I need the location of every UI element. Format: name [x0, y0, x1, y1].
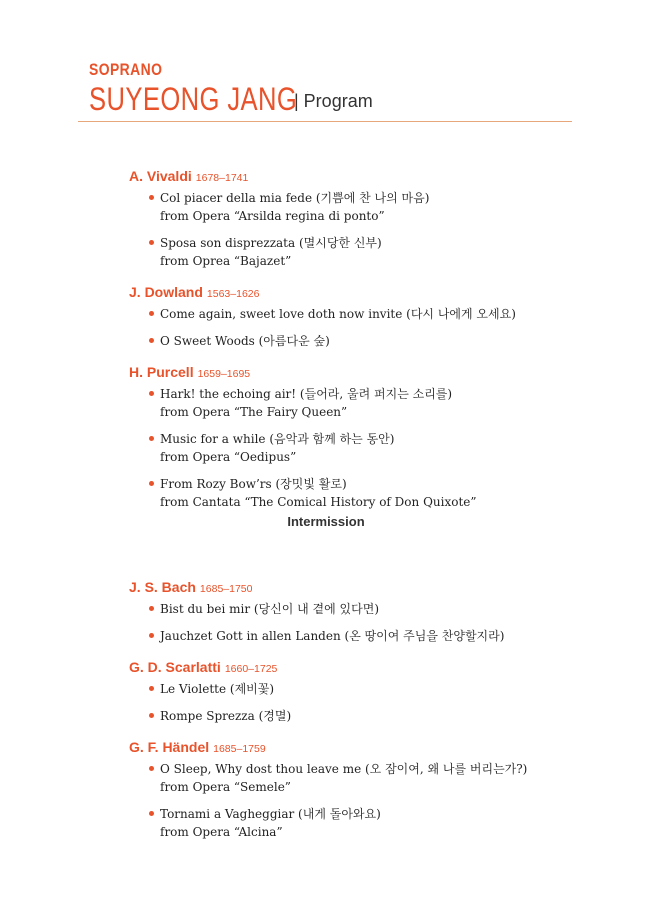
- header-divider: [78, 121, 572, 122]
- composer-group: [129, 362, 589, 511]
- list-item: [129, 805, 589, 841]
- composer-heading: [129, 737, 589, 756]
- program-part-1: [129, 166, 589, 523]
- performer-name: SUYEONG JANG: [89, 81, 298, 117]
- composer-name: J. S. Bach: [129, 579, 196, 595]
- composer-group: [129, 657, 589, 725]
- composer-group: [129, 166, 589, 270]
- list-item: [129, 430, 589, 466]
- composer-group: [129, 737, 589, 841]
- program-label: | Program: [294, 91, 373, 111]
- piece-title: Jauchzet Gott in allen Landen (온 땅이여 주님을 찬양할지라): [160, 629, 505, 643]
- list-item: [129, 600, 589, 618]
- list-item: [129, 760, 589, 796]
- piece-title: Bist du bei mir (당신이 내 곁에 있다면): [160, 602, 380, 616]
- piece-title: Hark! the echoing air! (들어라, 울려 퍼지는 소리를): [160, 387, 453, 401]
- piece-title: Col piacer della mia fede (기쁨에 찬 나의 마음): [160, 191, 430, 205]
- list-item: [129, 385, 589, 421]
- composer-heading: [129, 362, 589, 381]
- performer-role: SOPRANO: [89, 60, 163, 79]
- list-item: [129, 627, 589, 645]
- piece-title: Tornami a Vagheggiar (내게 돌아와요): [160, 807, 381, 821]
- composer-group: [129, 282, 589, 350]
- composer-years: 1660–1725: [224, 663, 278, 675]
- composer-name: G. F. Händel: [129, 739, 210, 755]
- list-item: [129, 680, 589, 698]
- header: [89, 60, 373, 118]
- list-item: [129, 305, 589, 323]
- piece-title: Sposa son disprezzata (멸시당한 신부): [160, 236, 382, 250]
- list-item: [129, 234, 589, 270]
- composer-years: 1563–1626: [206, 288, 260, 300]
- list-item: [129, 475, 589, 511]
- piece-source: from Oprea “Bajazet”: [160, 254, 292, 268]
- composer-years: 1678–1741: [195, 172, 249, 184]
- piece-title: Le Violette (제비꽃): [160, 682, 275, 696]
- composer-heading: [129, 282, 589, 301]
- piece-source: from Opera “Oedipus”: [160, 450, 297, 464]
- piece-source: from Opera “Arsilda regina di ponto”: [160, 209, 385, 223]
- list-item: [129, 189, 589, 225]
- piece-source: from Opera “The Fairy Queen”: [160, 405, 348, 419]
- composer-name: A. Vivaldi: [129, 168, 192, 184]
- piece-title: O Sweet Woods (아름다운 숲): [160, 334, 330, 348]
- list-item: [129, 707, 589, 725]
- composer-heading: [129, 166, 589, 185]
- composer-name: J. Dowland: [129, 284, 203, 300]
- piece-title: From Rozy Bow’rs (장밋빛 활로): [160, 477, 347, 491]
- piece-title: O Sleep, Why dost thou leave me (오 잠이여, 왜 나를 버리는가?): [160, 762, 528, 776]
- composer-years: 1685–1759: [213, 743, 266, 755]
- piece-source: from Cantata “The Comical History of Don Quixote”: [160, 495, 477, 509]
- piece-title: Come again, sweet love doth now invite (다시 나에게 오세요): [160, 307, 516, 321]
- composer-heading: [129, 657, 589, 676]
- composer-years: 1659–1695: [197, 368, 251, 380]
- piece-source: from Opera “Alcina”: [160, 825, 283, 839]
- composer-years: 1685–1750: [199, 583, 253, 595]
- list-item: [129, 332, 589, 350]
- piece-title: Rompe Sprezza (경멸): [160, 709, 292, 723]
- intermission-label: Intermission: [287, 514, 365, 529]
- program-part-2: [129, 577, 589, 853]
- piece-source: from Opera “Semele”: [160, 780, 291, 794]
- composer-group: [129, 577, 589, 645]
- composer-name: G. D. Scarlatti: [129, 659, 221, 675]
- composer-name: H. Purcell: [129, 364, 194, 380]
- composer-heading: [129, 577, 589, 596]
- piece-title: Music for a while (음악과 함께 하는 동안): [160, 432, 395, 446]
